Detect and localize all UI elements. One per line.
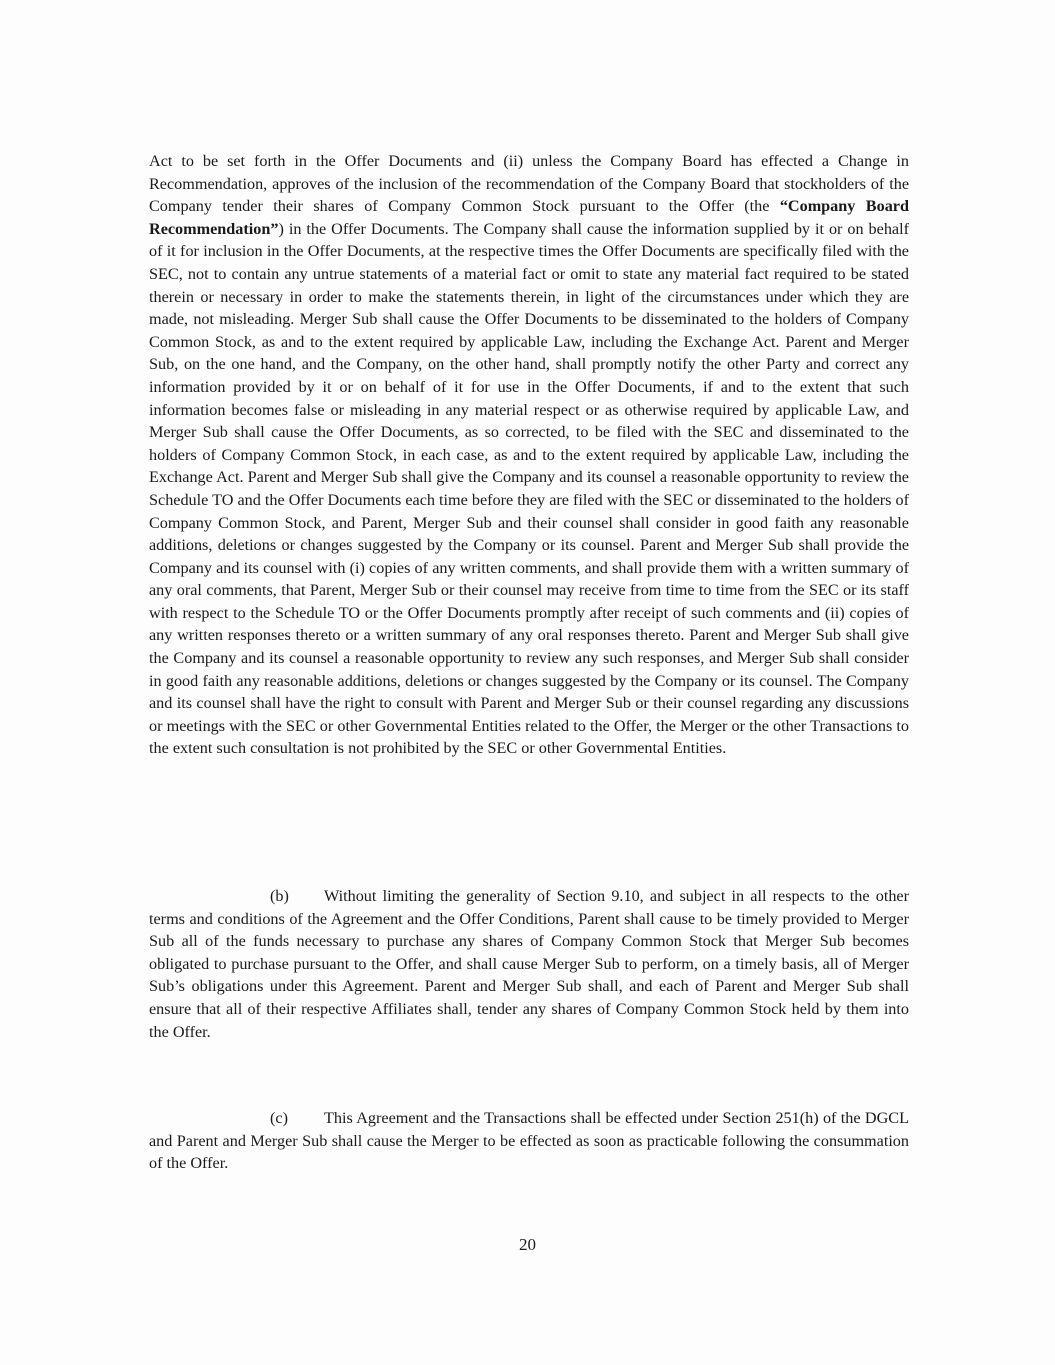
paragraph-continued-text-start: Act to be set forth in the Offer Documents and (ii) unless the Company Board has effected a Change in Recommendation, approves of the inclusion of the recommendation of the Company Board that stockholders of the Company tender their shares of Company Common Stock pursuant to the Offer (the (149, 152, 909, 216)
paragraph-c-label: (c) (270, 1109, 288, 1127)
page-number: 20 (519, 1235, 536, 1254)
paragraph-continued-text-end: ) in the Offer Documents. The Company shall cause the information supplied by it or on behalf of it for inclusion in the Offer Documents, at the respective times the Offer Documents are specifically filed with the SEC, not to contain any untrue statements of a material fact or omit to state any material fact required to be stated therein or necessary in order to make the statements therein, in light of the circumstances under which they are made, not misleading. Merger Sub shall cause the Offer Documents to be disseminated to the holders of Company Common Stock, as and to the extent required by applicable Law, including the Exchange Act. Parent and Merger Sub, on the one hand, and the Company, on the other hand, shall promptly notify the other Party and correct any information provided by it or on behalf of it for use in the Offer Documents, if and to the extent that such information becomes false or misleading in any material respect or as otherwise required by applicable Law, and Merger Sub shall cause the Offer Documents, as so corrected, to be filed with the SEC and disseminated to the holders of Company Common Stock, in each case, as and to the extent required by applicable Law, including the Exchange Act. Parent and Merger Sub shall give the Company and its counsel a reasonable opportunity to review the Schedule TO and the Offer Documents each time before they are filed with the SEC or disseminated to the holders of Company Common Stock, and Parent, Merger Sub and their counsel shall consider in good faith any reasonable additions, deletions or changes suggested by the Company or its counsel. Parent and Merger Sub shall provide the Company and its counsel with (i) copies of any written comments, and shall provide them with a written summary of any oral comments, that Parent, Merger Sub or their counsel may receive from time to time from the SEC or its staff with respect to the Schedule TO or the Offer Documents promptly after receipt of such comments and (ii) copies of any written responses thereto or a written summary of any oral responses thereto. Parent and Merger Sub shall give the Company and its counsel a reasonable opportunity to review any such responses, and Merger Sub shall consider in good faith any reasonable additions, deletions or changes suggested by the Company or its counsel. The Company and its counsel shall have the right to consult with Parent and Merger Sub or their counsel regarding any discussions or meetings with the SEC or other Governmental Entities related to the Offer, the Merger or the other Transactions to the extent such consultation is not prohibited by the SEC or other Governmental Entities. (149, 219, 909, 758)
paragraph-c (149, 1107, 909, 1175)
paragraph-b-label: (b) (270, 887, 289, 905)
paragraph-continued (149, 150, 909, 760)
defined-term-company-board-recommendation: “Company Board Recommendation” (149, 197, 909, 238)
paragraph-b-text: Without limiting the generality of Section 9.10, and subject in all respects to the other terms and conditions of the Agreement and the Offer Conditions, Parent shall cause to be timely provided to Merger Sub all of the funds necessary to purchase any shares of Company Common Stock that Merger Sub becomes obligated to purchase pursuant to the Offer, and shall cause Merger Sub to perform, on a timely basis, all of Merger Sub’s obligations under this Agreement. Parent and Merger Sub shall, and each of Parent and Merger Sub shall ensure that all of their respective Affiliates shall, tender any shares of Company Common Stock held by them into the Offer. (149, 887, 909, 1041)
paragraph-b (149, 885, 909, 1043)
paragraph-c-text: This Agreement and the Transactions shall be effected under Section 251(h) of the DGCL and Parent and Merger Sub shall cause the Merger to be effected as soon as practicable following the consummation of the Offer. (149, 1109, 909, 1173)
